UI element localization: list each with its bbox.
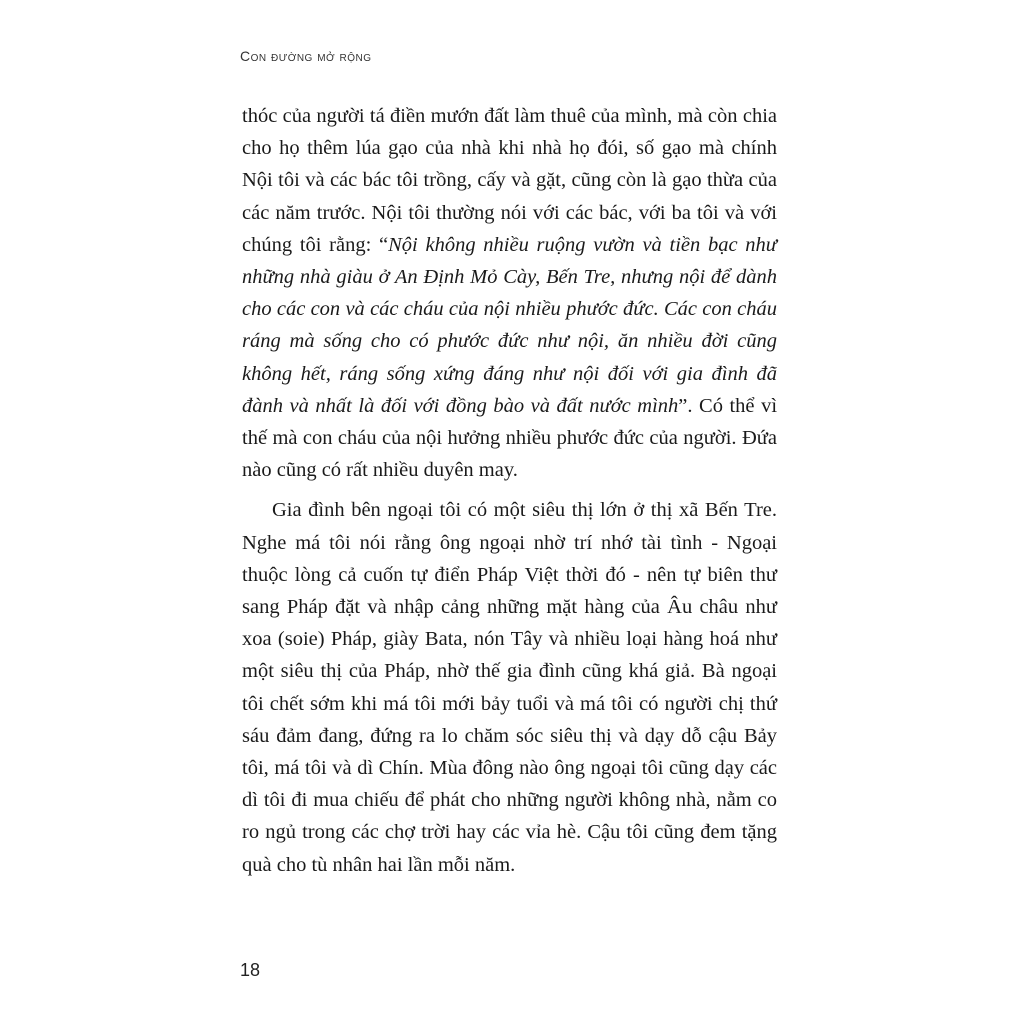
paragraph-2: Gia đình bên ngoại tôi có một siêu thị lớn ở thị xã Bến Tre. Nghe má tôi nói rằng ông ngoại nhờ trí nhớ tài tình - Ngoại thuộc lòng cả cuốn tự điển Pháp Việt thời đó - nên tự biên thư sang Pháp đặt và nhập cảng những mặt hàng của Âu châu như xoa (soie) Pháp, giày Bata, nón Tây và nhiều loại hàng hoá như một siêu thị của Pháp, nhờ thế gia đình cũng khá giả. Bà ngoại tôi chết sớm khi má tôi mới bảy tuổi và má tôi có người chị thứ sáu đảm đang, đứng ra lo chăm sóc siêu thị và dạy dỗ cậu Bảy tôi, má tôi và dì Chín. Mùa đông nào ông ngoại tôi cũng dạy các dì tôi đi mua chiếu để phát cho những người không nhà, nằm co ro ngủ trong các chợ trời hay các vỉa hè. Cậu tôi cũng đem tặng quà cho tù nhân hai lần mỗi năm. — [242, 499, 777, 876]
paragraph-1-text: thóc của người tá điền mướn đất làm thuê của mình, mà còn chia cho họ thêm lúa gạo của nhà khi nhà họ đói, số gạo mà chính Nội tôi và các bác tôi trồng, cấy và gặt, cũng còn là gạo thừa của các năm trước. Nội tôi thường nói với các bác, với ba tôi và với chúng tôi rằng: “ — [242, 105, 777, 256]
quotation: Nội không nhiều ruộng vườn và tiền bạc như những nhà giàu ở An Định Mỏ Cày, Bến Tre, nhưng nội để dành cho các con và các cháu của nội nhiều phước đức. Các con cháu ráng mà sống cho có phước đức như nội, ăn nhiều đời cũng không hết, ráng sống xứng đáng như nội đối với gia đình đã đành và nhất là đối với đồng bào và đất nước mình — [242, 233, 777, 417]
paragraph-1 — [242, 100, 777, 486]
running-head: Con đường mở rộng — [240, 48, 372, 64]
paragraph-1-text-end: ”. Có thể vì thế mà con cháu của nội hưởng nhiều phước đức của người. Đứa nào cũng có rất nhiều duyên may. — [242, 394, 778, 482]
body-text — [242, 100, 777, 881]
page-number: 18 — [240, 960, 261, 980]
